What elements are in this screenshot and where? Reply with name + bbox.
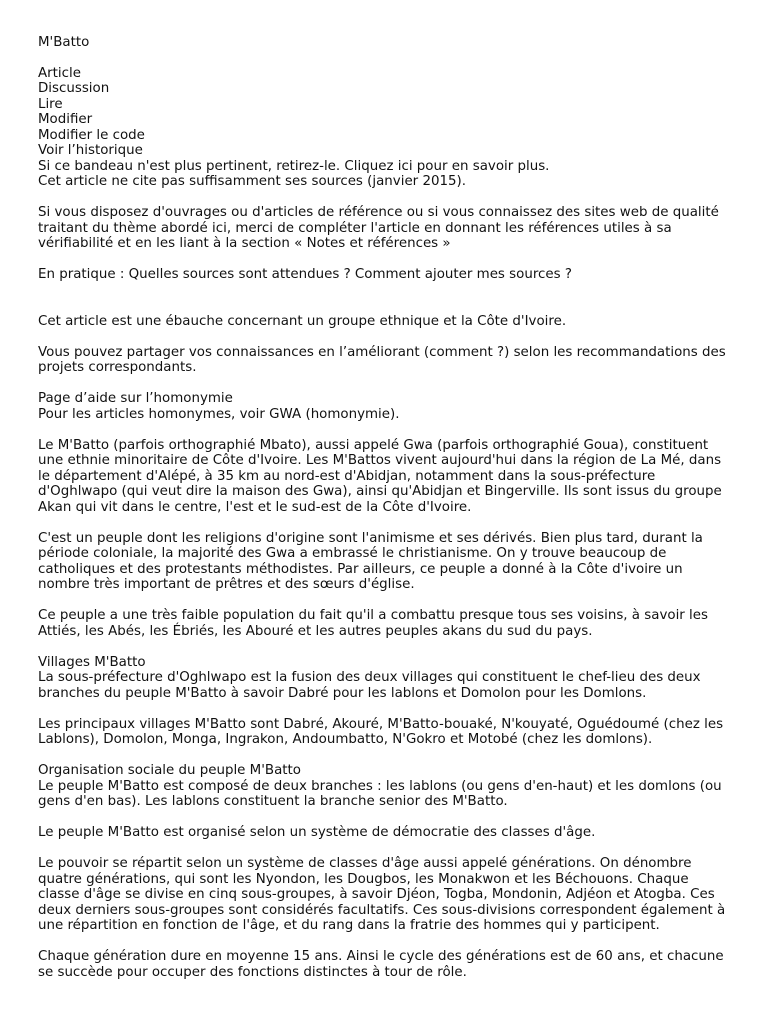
article-body xyxy=(38,438,730,640)
villages-section xyxy=(38,655,730,748)
banner-practical-text[interactable]: En pratique : Quelles sources sont attendues ? Comment ajouter mes sources ? xyxy=(38,267,572,282)
organisation-heading: Organisation sociale du peuple M'Batto xyxy=(38,763,301,778)
tab-history[interactable]: Voir l’historique xyxy=(38,143,143,158)
stub-notice-text: Cet article est une ébauche concernant un groupe ethnique et la Côte d'Ivoire. xyxy=(38,313,567,329)
banner-sources-notice: Cet article ne cite pas suffisamment ses sources (janvier 2015). xyxy=(38,174,467,189)
intro-paragraph: Le M'Batto (parfois orthographié Mbato), aussi appelé Gwa (parfois orthographié Goua), constituent une ethnie minoritaire de Côte d'Ivoire. Les M'Battos vivent aujourd'hui dans la région de La Mé, dans le département d'Alépé, à 35 km au nord-est d'Abidjan, notamment dans la sous-préfecture d'Oghlwapo (qui veut dire la maison des Gwa), ainsi qu'Abidjan et Bingerville. Ils sont issus du groupe Akan qui vit dans le centre, l'est et le sud-est de la Côte d'Ivoire. xyxy=(38,437,722,515)
tab-article[interactable]: Article xyxy=(38,65,81,81)
homonymy-heading[interactable]: Page d’aide sur l’homonymie xyxy=(38,391,233,406)
stub-notice xyxy=(38,314,730,376)
sources-banner xyxy=(38,159,730,283)
tab-read[interactable]: Lire xyxy=(38,96,63,112)
villages-heading: Villages M'Batto xyxy=(38,654,146,670)
organisation-paragraph-2: Le peuple M'Batto est organisé selon un système de démocratie des classes d'âge. xyxy=(38,825,596,840)
banner-dismiss-text[interactable]: Si ce bandeau n'est plus pertinent, retirez-le. Cliquez ici pour en savoir plus. xyxy=(38,158,550,174)
religion-paragraph: C'est un peuple dont les religions d'origine sont l'animisme et ses dérivés. Bien plus tard, durant la période coloniale, la majorité des Gwa a embrassé le christianisme. On y trouve beaucoup de catholiques et des protestants méthodistes. Par ailleurs, ce peuple a donné à la Côte d'ivoire un nombre très important de prêtres et des sœurs d'église. xyxy=(38,530,703,592)
villages-paragraph-1: La sous-préfecture d'Oghlwapo est la fusion des deux villages qui constituent le chef-lieu des deux branches du peuple M'Batto à savoir Dabré pour les lablons et Domolon pour les Domlons. xyxy=(38,670,701,701)
tab-edit-source[interactable]: Modifier le code xyxy=(38,127,145,143)
tab-edit[interactable]: Modifier xyxy=(38,112,93,127)
organisation-paragraph-4: Chaque génération dure en moyenne 15 ans. Ainsi le cycle des générations est de 60 ans, et chacune se succède pour occuper des fonctions distinctes à tour de rôle. xyxy=(38,949,724,980)
organisation-paragraph-1: Le peuple M'Batto est composé de deux branches : les lablons (ou gens d'en-haut) et les domlons (ou gens d'en bas). Les lablons constituent la branche senior des M'Batto. xyxy=(38,778,722,809)
stub-contribute-text: Vous pouvez partager vos connaissances en l’améliorant (comment ?) selon les recommandations des projets correspondants. xyxy=(38,344,726,375)
organisation-paragraph-3: Le pouvoir se répartit selon un système de classes d'âge aussi appelé générations. On dénombre quatre générations, qui sont les Nyondon, les Dougbos, les Monakwon et les Béchouons. Chaque classe d'âge se divise en cinq sous-groupes, à savoir Djéon, Togba, Mondonin, Adjéon et Atogba. Ces deux derniers sous-groupes sont considérés facultatifs. Ces sous-divisions correspondent également à une répartition en fonction de l'âge, et du rang dans la fratrie des hommes qui y participent. xyxy=(38,856,726,933)
banner-request-text: Si vous disposez d'ouvrages ou d'articles de référence ou si vous connaissez des sites web de qualité traitant du thème abordé ici, merci de compléter l'article en donnant les références utiles à sa vérifiabilité et en les liant à la section « Notes et références » xyxy=(38,205,719,251)
tab-discussion[interactable]: Discussion xyxy=(38,81,110,96)
page-title: M'Batto xyxy=(38,35,90,50)
population-paragraph: Ce peuple a une très faible population du fait qu'il a combattu presque tous ses voisins, à savoir les Attiés, les Abés, les Ébriés, les Abouré et les autres peuples akans du sud du pays. xyxy=(38,608,708,639)
article-tabs xyxy=(38,66,730,159)
organisation-section xyxy=(38,763,730,980)
villages-paragraph-2: Les principaux villages M'Batto sont Dabré, Akouré, M'Batto-bouaké, N'kouyaté, Oguédoumé (chez les Lablons), Domolon, Monga, Ingrakon, Andoumbatto, N'Gokro et Motobé (chez les domlons). xyxy=(38,716,724,747)
homonymy-text: Pour les articles homonymes, voir GWA (homonymie). xyxy=(38,406,400,422)
homonymy-notice xyxy=(38,391,730,422)
spacer xyxy=(38,283,730,314)
